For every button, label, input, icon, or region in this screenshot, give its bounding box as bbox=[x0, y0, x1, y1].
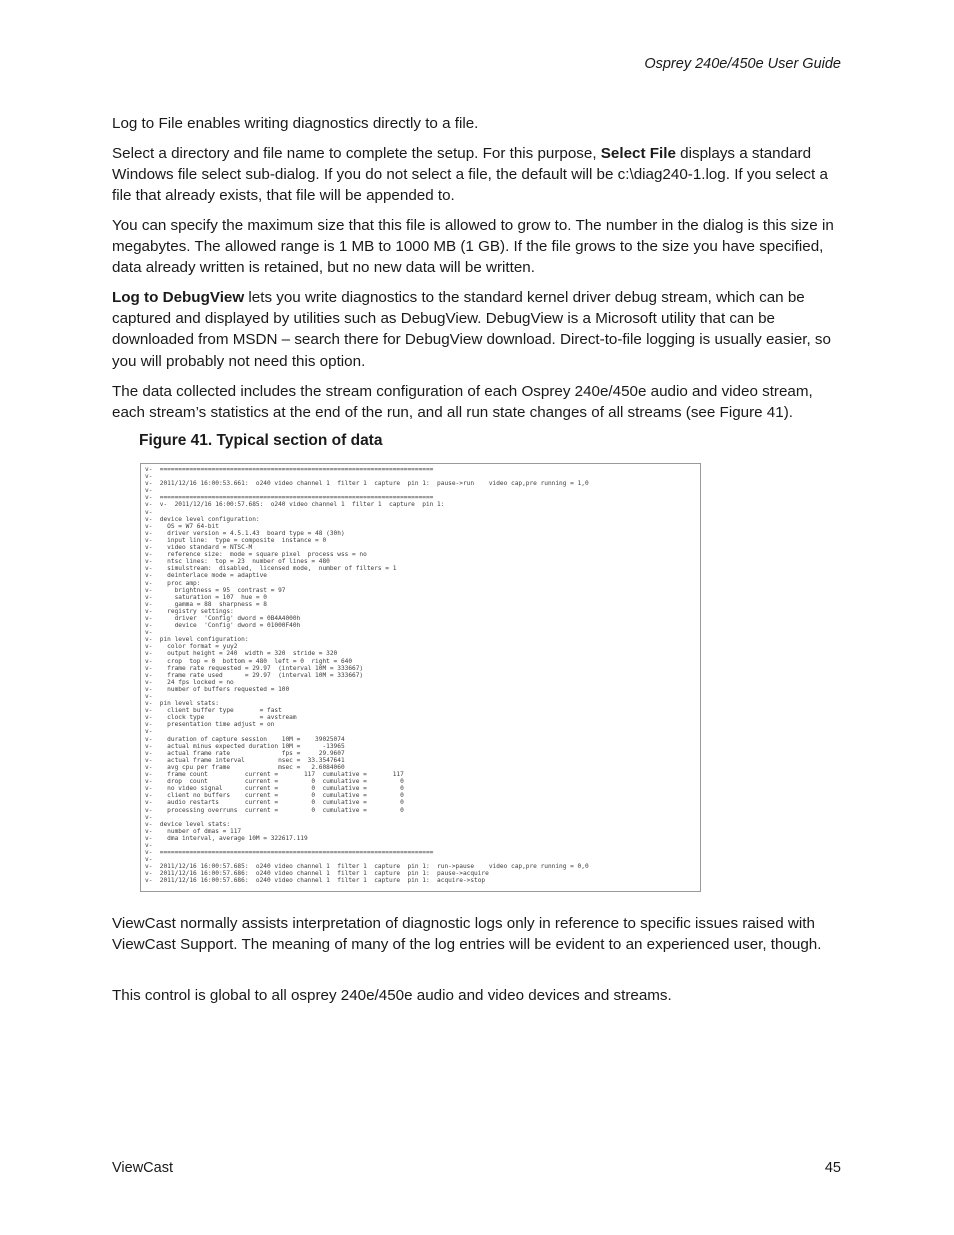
footer-page-number: 45 bbox=[824, 1160, 841, 1176]
log-figure bbox=[140, 463, 701, 892]
paragraph-text: This control is global to all osprey 240e/450e audio and video devices and streams. bbox=[112, 987, 672, 1004]
paragraph-text: ViewCast normally assists interpretation of diagnostic logs only in reference to specific issues raised with ViewCast Support. The meaning of many of the log entries will be evident to an experienced user, though. bbox=[112, 915, 822, 954]
paragraph-text: The data collected includes the stream configuration of each Osprey 240e/450e audio and video stream, each stream’s statistics at the end of the run, and all run state changes of all streams (see Figure 41). bbox=[112, 383, 813, 422]
log-text: v- ========================================================================== v- v- 2011/12/16 16:00:53.661: o240 video channel 1 filter 1 capture pin 1: pause->run video cap,pre running = 1,0 v- v- ========================================================================== v- v- 2011/12/16 16:00:57.685: o240 video channel 1 filter 1 capture pin 1: v- v- device level configuration: v- OS = W7 64-bit v- driver version = 4.5.1.43 board type = 48 (30h) v- input line: type = composite instance = 0 v- video standard = NTSC-M v- reference size: mode = square pixel process wss = no v- ntsc lines: top = 23 number of lines = 480 v- simulstream: disabled, licensed mode, number of filters = 1 v- deinterlace mode = adaptive v- proc amp: v- brightness = 95 contrast = 97 v- saturation = 107 hue = 0 v- gamma = 88 sharpness = 8 v- registry settings: v- driver 'Config' dword = 0B4A4000h v- device 'Config' dword = 01000F40h v- v- pin level configuration: v- color format = yuy2 v- output height = 240 width = 320 stride = 320 v- crop top = 0 bottom = 480 left = 0 right = 640 v- frame rate requested = 29.97 (interval 10M = 333667) v- frame rate used = 29.97 (interval 10M = 333667) v- 24 fps locked = no v- number of buffers requested = 100 v- v- pin level stats: v- client buffer type = fast v- clock type = avstream v- presentation time adjust = on v- v- duration of capture session 10M = 39025074 v- actual minus expected duration 10M = -13965 v- actual frame rate fps = 29.9607 v- actual frame interval nsec = 33.3547641 v- avg cpu per frame msec = 2.6084060 v- frame count current = 117 cumulative = 117 v- drop count current = 0 cumulative = 0 v- no video signal current = 0 cumulative = 0 v- client no buffers current = 0 cumulative = 0 v- audio restarts current = 0 cumulative = 0 v- processing overruns current = 0 cumulative = 0 v- v- device level stats: v- number of dmas = 117 v- dma interval, average 10M = 322617.119 v- v- ========================================================================== v- v- 2011/12/16 16:00:57.685: o240 video channel 1 filter 1 capture pin 1: run->pause video cap,pre running = 0,0 v- 2011/12/16 16:00:57.686: o240 video channel 1 filter 1 capture pin 1: pause->acquire v- 2011/12/16 16:00:57.686: o240 video channel 1 filter 1 capture pin 1: acquire->stop bbox=[145, 466, 589, 885]
paragraph-text: displays a standard Windows file select sub-dialog. If you do not select a file, the default will be c:\diag240-1.log. If you select a file that already exists, that file will be appended to. bbox=[112, 145, 828, 205]
paragraph-debugview bbox=[112, 287, 847, 372]
figure-caption: Figure 41. Typical section of data bbox=[139, 432, 383, 449]
paragraph-text: Select a directory and file name to complete the setup. For this purpose, bbox=[112, 145, 601, 162]
paragraph-text: You can specify the maximum size that this file is allowed to grow to. The number in the dialog is this size in megabytes. The allowed range is 1 MB to 1000 MB (1 GB). If the file grows to the size you have specified, data already written is retained, but no new data will be written. bbox=[112, 217, 834, 277]
bold-term-select-file: Select File bbox=[600, 145, 676, 162]
running-header: Osprey 240e/450e User Guide bbox=[644, 56, 841, 72]
paragraph-data-collected bbox=[112, 381, 847, 423]
paragraph-text: Log to File enables writing diagnostics directly to a file. bbox=[112, 115, 479, 132]
paragraph-max-size bbox=[112, 215, 847, 279]
paragraph-global-control bbox=[112, 985, 847, 1006]
paragraph-log-to-file bbox=[112, 113, 847, 134]
bold-term-log-to-debugview: Log to DebugView bbox=[112, 289, 245, 306]
paragraph-text: lets you write diagnostics to the standard kernel driver debug stream, which can be captured and displayed by utilities such as DebugView. DebugView is a Microsoft utility that can be downloaded from MSDN – search there for DebugView download. Direct-to-file logging is usually easier, so you will probably not need this option. bbox=[112, 289, 831, 370]
footer-company: ViewCast bbox=[112, 1160, 173, 1176]
paragraph-select-file bbox=[112, 143, 847, 207]
paragraph-viewcast-support bbox=[112, 913, 847, 955]
